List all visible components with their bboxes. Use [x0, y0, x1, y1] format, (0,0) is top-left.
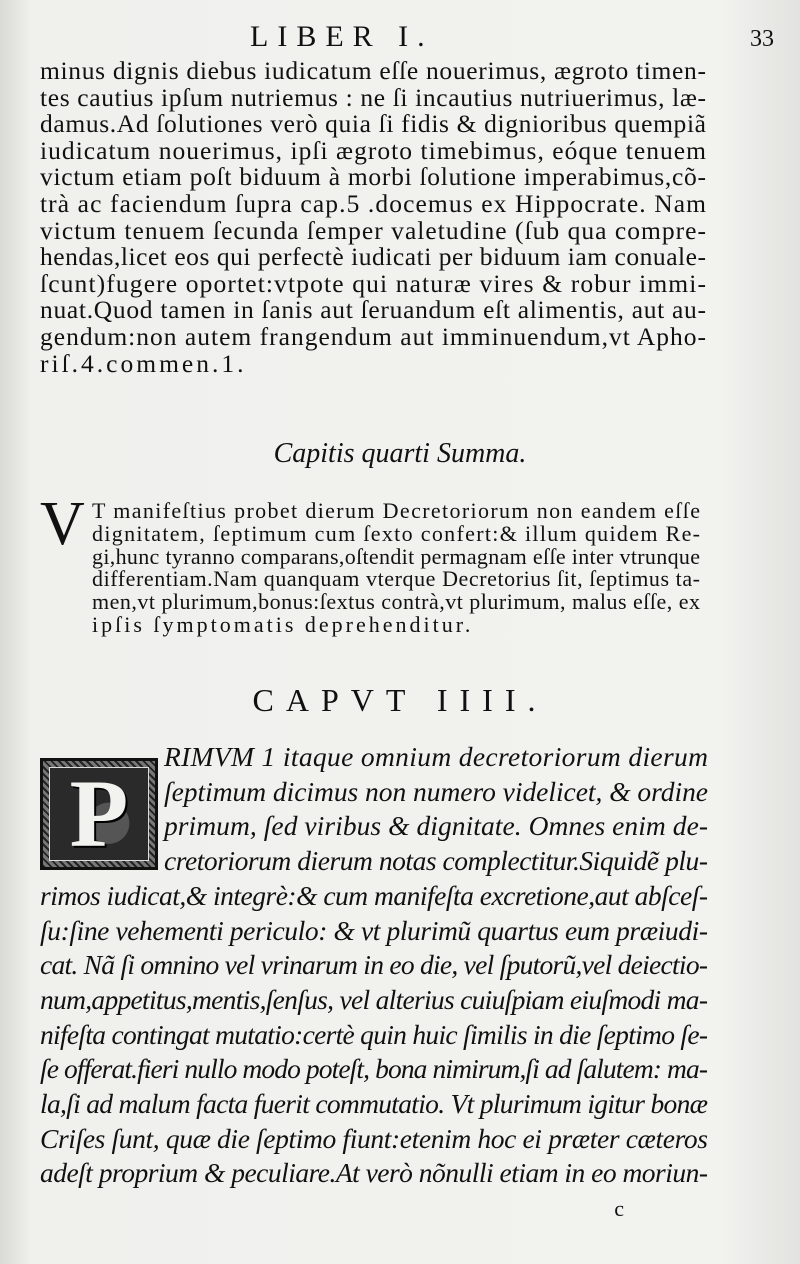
text-line: riſ.4.commen.1.	[40, 348, 247, 378]
text-line: tes cautius ipſum nutriemus : ne ſi incautius nutriuerimus, læ-	[40, 82, 707, 112]
running-head: LIBER I.	[250, 20, 434, 53]
text-line: gi,hunc tyranno comparans,oſtendit permagnam eſſe inter vtrunque	[92, 543, 701, 569]
text-line: adeſt proprium & peculiare.At verò nõnulli etiam in eo moriun-	[40, 1157, 708, 1189]
summary-initial: V	[40, 490, 85, 558]
decorated-initial	[40, 758, 158, 870]
text-line: Criſes ſunt, quæ die ſeptimo fiunt:etenim hoc ei præter cæteros	[40, 1122, 708, 1154]
text-line: la,ſi ad malum facta fuerit commutatio. Vt plurimum igitur bonæ	[40, 1088, 708, 1120]
text-line: cretoriorum dierum notas complectitur.Siquidẽ plu-	[164, 845, 708, 877]
text-line: T manifeſtius probet dierum Decretoriorum non eandem eſſe	[92, 498, 702, 523]
initial-letter: P	[69, 760, 129, 867]
text-line: primum, ſed viribus & dignitate. Omnes enim de-	[164, 810, 709, 842]
chapter-summary	[40, 490, 702, 637]
text-line: ſeptimum dicimus non numero videlicet, & ordine	[164, 775, 708, 807]
text-line: ſe offerat.fieri nullo modo poteſt, bona nimirum,ſi ad ſalutem: ma-	[40, 1053, 708, 1085]
text-line: RIMVM 1 itaque omnium decretoriorum dierum	[164, 741, 709, 772]
text-line: victum etiam poſt biduum à morbi ſolutione imperabimus,cõ-	[40, 162, 707, 192]
text-line: nifeſta contingat mutatio:certè quin huic ſimilis in die ſeptimo ſe-	[40, 1018, 708, 1050]
chapter-title: CAPVT IIII.	[252, 682, 548, 718]
text-line: minus dignis diebus iudicatum eſſe nouerimus, ægroto timen-	[40, 56, 707, 85]
text-line: hendas,licet eos qui perfectè iudicati per biduum iam conuale-	[40, 242, 707, 272]
text-line: trà ac faciendum ſupra cap.5 .docemus ex Hippocrate. Nam	[40, 188, 708, 218]
page-number: 33	[750, 26, 774, 52]
page-header	[0, 14, 800, 58]
initial-ornament	[49, 760, 149, 867]
text-line: num,appetitus,mentis,ſenſus, vel alterius cuiuſpiam eiuſmodi ma-	[40, 983, 708, 1015]
opening-paragraph	[40, 58, 706, 377]
text-line: dignitatem, ſeptimum cum ſexto confert:& illum quidem Re-	[92, 520, 702, 546]
text-line: iudicatum nouerimus, ipſi ægroto timebimus, eóque tenuem	[40, 135, 708, 165]
text-line: ipſis ſymptomatis deprehenditur.	[92, 611, 474, 637]
text-line: rimos iudicat,& integrè:& cum manifeſta excretione,aut abſceſ-	[40, 879, 708, 911]
text-line: ſcunt)fugere oportet:vtpote qui naturæ vires & robur immi-	[40, 268, 708, 298]
text-line: gendum:non autem frangendum aut imminuendum,vt Apho-	[40, 321, 707, 351]
summary-heading: Capitis quarti Summa.	[273, 438, 527, 469]
text-line: damus.Ad ſolutiones verò quia ſi fidis & dignioribus quempiã	[40, 109, 707, 139]
text-line: victum tenuem ſecunda ſemper valetudine (ſub qua compre-	[40, 215, 708, 245]
text-line: ſu:ſine vehementi periculo: & vt plurimũ quartus eum præiudi-	[40, 914, 708, 946]
text-line: cat. Nã ſi omnino vel vrinarum in eo die, vel ſputorũ,vel deiectio-	[40, 949, 708, 981]
text-line: nuat.Quod tamen in ſanis aut ſeruandum eſt alimentis, aut au-	[40, 295, 707, 325]
text-line: men,vt plurimum,bonus:ſextus contrà,vt plurimum, malus eſſe, ex	[92, 589, 701, 615]
catchword: c	[614, 1196, 624, 1221]
chapter-body	[40, 740, 708, 1191]
text-line: differentiam.Nam quanquam vterque Decretorius ſit, ſeptimus ta-	[92, 566, 701, 592]
